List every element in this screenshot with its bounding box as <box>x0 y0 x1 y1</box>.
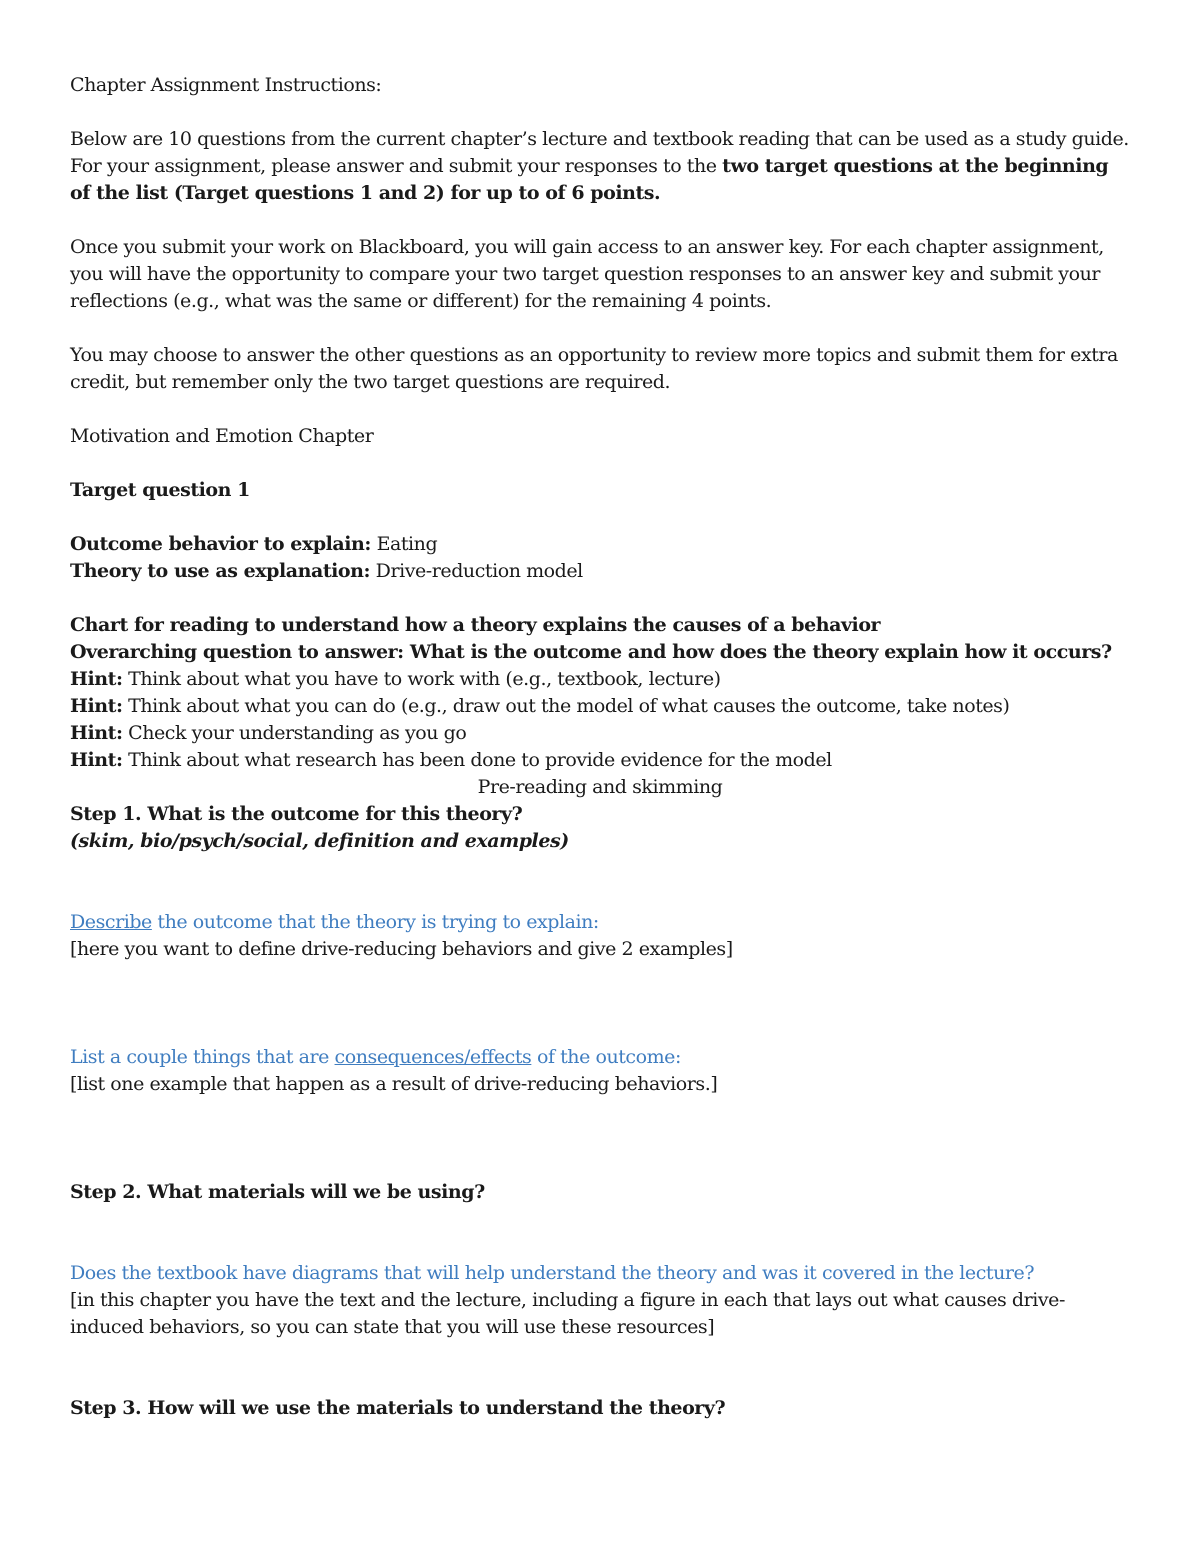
outcome-value: Eating <box>370 533 438 555</box>
step1-title: Step 1. What is the outcome for this theory? <box>70 803 523 825</box>
extra-credit-paragraph: You may choose to answer the other questions as an opportunity to review more topics and submit them for extra credit, but remember only the two target questions are required. <box>70 344 1118 393</box>
hint-line <box>70 693 1130 720</box>
hint-text: Think about what research has been done to provide evidence for the model <box>122 749 832 771</box>
describe-answer: [here you want to define drive-reducing behaviors and give 2 examples] <box>70 938 733 960</box>
materials-answer: [in this chapter you have the text and the lecture, including a figure in each that lays out what causes drive-induced behaviors, so you can state that you will use these resources] <box>70 1289 1065 1338</box>
outcome-line <box>70 531 1130 558</box>
theory-label: Theory to use as explanation: <box>70 560 371 582</box>
hint-label: Hint: <box>70 668 123 690</box>
hint-label: Hint: <box>70 695 123 717</box>
outcome-label: Outcome behavior to explain: <box>70 533 371 555</box>
theory-value: Drive-reduction model <box>370 560 583 582</box>
intro-paragraph <box>70 126 1130 207</box>
consequences-prompt-end: of the outcome: <box>531 1046 681 1068</box>
consequences-prompt-text: List a couple things that are <box>70 1046 335 1068</box>
consequences-answer: [list one example that happen as a result of drive-reducing behaviors.] <box>70 1073 718 1095</box>
prereading-label: Pre-reading and skimming <box>477 776 723 798</box>
hint-line <box>70 747 1130 774</box>
hint-text: Check your understanding as you go <box>122 722 467 744</box>
page-heading: Chapter Assignment Instructions: <box>70 74 382 96</box>
intro-bold-text: two target questions at the beginning of the list (Target questions 1 and 2) for up to of 6 points. <box>70 155 1109 204</box>
overarching-question: Overarching question to answer: What is the outcome and how does the theory explain how it occurs? <box>70 641 1112 663</box>
blackboard-paragraph: Once you submit your work on Blackboard, you will gain access to an answer key. For each chapter assignment, you will have the opportunity to compare your two target question responses to an answer key and submit your reflections (e.g., what was the same or different) for the remaining 4 points. <box>70 236 1104 312</box>
hint-text: Think about what you have to work with (e.g., textbook, lecture) <box>122 668 721 690</box>
hint-line <box>70 720 1130 747</box>
consequences-link[interactable]: consequences/effects <box>334 1046 532 1068</box>
describe-prompt-text: the outcome that the theory is trying to explain: <box>151 911 599 933</box>
consequences-prompt <box>70 1044 1130 1071</box>
hint-label: Hint: <box>70 722 123 744</box>
step3-title: Step 3. How will we use the materials to understand the theory? <box>70 1397 726 1419</box>
document-body <box>70 72 1130 1422</box>
target-question-heading: Target question 1 <box>70 479 250 501</box>
materials-prompt: Does the textbook have diagrams that will help understand the theory and was it covered in the lecture? <box>70 1262 1035 1284</box>
step1-subtitle: (skim, bio/psych/social, definition and examples) <box>70 830 569 852</box>
hint-line <box>70 666 1130 693</box>
hint-label: Hint: <box>70 749 123 771</box>
chapter-title: Motivation and Emotion Chapter <box>70 425 374 447</box>
hint-text: Think about what you can do (e.g., draw out the model of what causes the outcome, take notes) <box>122 695 1010 717</box>
intro-text: Below are 10 questions from the current chapter’s lecture and textbook reading that can be used as a study guide. For your assignment, please answer and submit your responses to the <box>70 128 1129 177</box>
step2-title: Step 2. What materials will we be using? <box>70 1181 485 1203</box>
theory-line <box>70 558 1130 585</box>
chart-title: Chart for reading to understand how a theory explains the causes of a behavior <box>70 614 881 636</box>
describe-prompt <box>70 909 1130 936</box>
describe-link[interactable]: Describe <box>70 911 152 933</box>
